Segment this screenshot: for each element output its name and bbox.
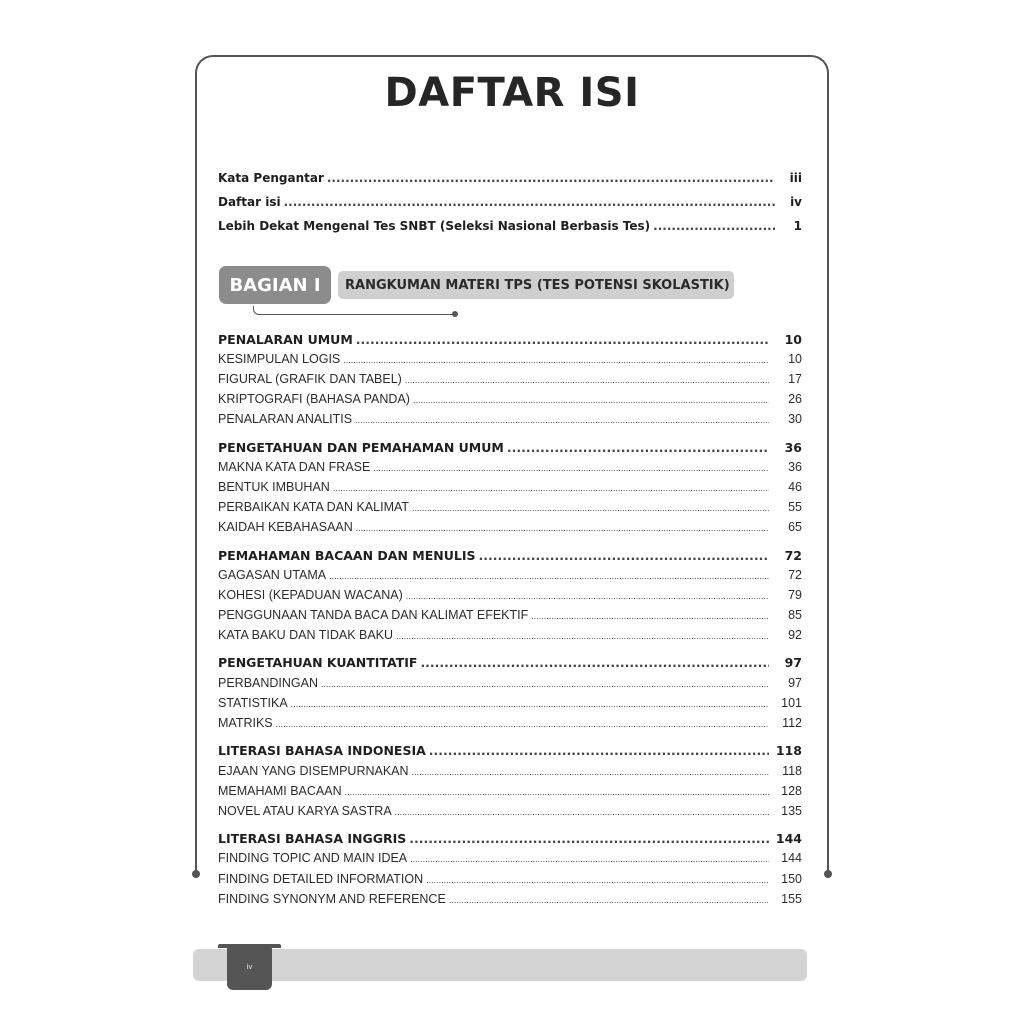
toc-subentry[interactable] bbox=[218, 696, 802, 716]
toc-subentry[interactable] bbox=[218, 676, 802, 696]
page-number: iv bbox=[246, 963, 253, 971]
toc-entry-label: PENGETAHUAN DAN PEMAHAMAN UMUM bbox=[218, 440, 504, 455]
toc-entry-page: 1 bbox=[793, 219, 802, 233]
toc-entry-page: 55 bbox=[788, 500, 802, 514]
toc-entry-page: 155 bbox=[781, 892, 802, 906]
toc-entry-label: MATRIKS bbox=[218, 716, 273, 730]
toc-entry-label: FINDING SYNONYM AND REFERENCE bbox=[218, 892, 446, 906]
toc-entry-label: PENGGUNAAN TANDA BACA DAN KALIMAT EFEKTIF bbox=[218, 608, 529, 622]
toc-entry-page: 112 bbox=[782, 716, 802, 730]
toc-section-heading[interactable] bbox=[218, 655, 802, 675]
dot-leader bbox=[405, 375, 769, 385]
toc-intro-row[interactable] bbox=[218, 171, 802, 191]
toc-section-heading[interactable] bbox=[218, 332, 802, 352]
toc-subentry[interactable] bbox=[218, 716, 802, 736]
bagian-title-banner: RANGKUMAN MATERI TPS (TES POTENSI SKOLASTIK) bbox=[338, 271, 734, 299]
toc-entry-page: 135 bbox=[781, 804, 802, 818]
dot-leader bbox=[276, 719, 769, 729]
dot-leader bbox=[410, 854, 769, 864]
toc-subentry[interactable] bbox=[218, 872, 802, 892]
dot-leader bbox=[653, 219, 775, 233]
dot-leader bbox=[449, 895, 769, 905]
toc-entry-label: KRIPTOGRAFI (BAHASA PANDA) bbox=[218, 392, 410, 406]
toc-entry-page: 72 bbox=[784, 548, 802, 563]
toc-entry-page: 79 bbox=[788, 588, 802, 602]
toc-entry-page: 72 bbox=[788, 568, 802, 582]
dot-leader bbox=[507, 440, 769, 455]
toc-entry-page: iii bbox=[789, 171, 802, 185]
toc-subentry[interactable] bbox=[218, 784, 802, 804]
toc-subentry[interactable] bbox=[218, 804, 802, 824]
dot-leader bbox=[284, 195, 775, 209]
toc-subentry[interactable] bbox=[218, 520, 802, 540]
toc-entry-label: FIGURAL (GRAFIK DAN TABEL) bbox=[218, 372, 402, 386]
toc-entry-page: iv bbox=[790, 195, 802, 209]
toc-entry-page: 92 bbox=[788, 628, 802, 642]
toc-entry-label: GAGASAN UTAMA bbox=[218, 568, 327, 582]
footer-bar bbox=[193, 949, 807, 981]
dot-leader bbox=[333, 483, 769, 493]
toc-subentry[interactable] bbox=[218, 588, 802, 608]
toc-entry-label: MAKNA KATA DAN FRASE bbox=[218, 460, 371, 474]
toc-entry-label: PEMAHAMAN BACAAN DAN MENULIS bbox=[218, 548, 476, 563]
frame-corner-dot-left bbox=[192, 870, 200, 878]
toc-entry-label: NOVEL ATAU KARYA SASTRA bbox=[218, 804, 392, 818]
toc-subentry[interactable] bbox=[218, 851, 802, 871]
toc-entry-page: 97 bbox=[784, 655, 802, 670]
toc-entry-page: 65 bbox=[788, 520, 802, 534]
dot-leader bbox=[345, 787, 769, 797]
dot-leader bbox=[412, 503, 769, 513]
toc-entry-page: 10 bbox=[784, 332, 802, 347]
frame-corner-dot-right bbox=[824, 870, 832, 878]
toc-intro-row[interactable] bbox=[218, 219, 802, 239]
toc-subentry[interactable] bbox=[218, 480, 802, 500]
dot-leader bbox=[420, 655, 769, 670]
toc-entry-page: 46 bbox=[788, 480, 802, 494]
toc-entry-label: EJAAN YANG DISEMPURNAKAN bbox=[218, 764, 409, 778]
toc-entry-label: LITERASI BAHASA INGGRIS bbox=[218, 831, 407, 846]
toc-subentry[interactable] bbox=[218, 412, 802, 432]
toc-entry-label: FINDING DETAILED INFORMATION bbox=[218, 872, 424, 886]
toc-entry-label: Lebih Dekat Mengenal Tes SNBT (Seleksi Nasional Berbasis Tes) bbox=[218, 219, 651, 233]
bagian-connector-dot bbox=[452, 311, 458, 317]
dot-leader bbox=[355, 415, 769, 425]
toc-entry-label: PERBANDINGAN bbox=[218, 676, 319, 690]
dot-leader bbox=[413, 395, 769, 405]
toc-subentry[interactable] bbox=[218, 764, 802, 784]
dot-leader bbox=[356, 523, 769, 533]
toc-entry-label: KATA BAKU DAN TIDAK BAKU bbox=[218, 628, 394, 642]
dot-leader bbox=[426, 875, 769, 885]
toc-entry-label: KAIDAH KEBAHASAAN bbox=[218, 520, 353, 534]
dot-leader bbox=[406, 591, 769, 601]
toc-entry-page: 118 bbox=[775, 743, 802, 758]
toc-subentry[interactable] bbox=[218, 352, 802, 372]
toc-section-heading[interactable] bbox=[218, 743, 802, 763]
toc-entry-page: 10 bbox=[788, 352, 802, 366]
toc-subentry[interactable] bbox=[218, 372, 802, 392]
toc-subentry[interactable] bbox=[218, 500, 802, 520]
toc-entry-label: PENGETAHUAN KUANTITATIF bbox=[218, 655, 418, 670]
toc-entry-label: FINDING TOPIC AND MAIN IDEA bbox=[218, 851, 408, 865]
toc-entry-page: 144 bbox=[775, 831, 802, 846]
toc-entry-page: 97 bbox=[788, 676, 802, 690]
dot-leader bbox=[356, 332, 769, 347]
toc-entry-page: 85 bbox=[788, 608, 802, 622]
toc-subentry[interactable] bbox=[218, 392, 802, 412]
dot-leader bbox=[478, 548, 769, 563]
dot-leader bbox=[409, 831, 769, 846]
page-title: DAFTAR ISI bbox=[384, 70, 640, 116]
toc-entry-page: 17 bbox=[788, 372, 802, 386]
bagian-connector-line bbox=[253, 306, 455, 315]
dot-leader bbox=[429, 743, 769, 758]
toc-subentry[interactable] bbox=[218, 568, 802, 588]
toc-entry-page: 30 bbox=[788, 412, 802, 426]
toc-subentry[interactable] bbox=[218, 608, 802, 628]
toc-entry-label: PENALARAN UMUM bbox=[218, 332, 353, 347]
toc-entry-page: 36 bbox=[788, 460, 802, 474]
toc-entry-page: 118 bbox=[782, 764, 802, 778]
dot-leader bbox=[291, 699, 769, 709]
toc-entry-label: PERBAIKAN KATA DAN KALIMAT bbox=[218, 500, 410, 514]
bagian-label-badge: BAGIAN I bbox=[219, 266, 331, 304]
toc-entry-label: BENTUK IMBUHAN bbox=[218, 480, 330, 494]
dot-leader bbox=[321, 679, 769, 689]
dot-leader bbox=[373, 463, 769, 473]
toc-entry-label: KESIMPULAN LOGIS bbox=[218, 352, 341, 366]
dot-leader bbox=[395, 807, 769, 817]
toc-entry-page: 36 bbox=[784, 440, 802, 455]
toc-entry-label: LITERASI BAHASA INDONESIA bbox=[218, 743, 426, 758]
dot-leader bbox=[531, 611, 769, 621]
toc-subentry[interactable] bbox=[218, 460, 802, 480]
dot-leader bbox=[327, 171, 775, 185]
dot-leader bbox=[412, 767, 769, 777]
toc-entry-label: Kata Pengantar bbox=[218, 171, 324, 185]
toc-entry-page: 26 bbox=[788, 392, 802, 406]
toc-entry-page: 150 bbox=[781, 872, 802, 886]
toc-entry-label: KOHESI (KEPADUAN WACANA) bbox=[218, 588, 403, 602]
toc-entry-page: 101 bbox=[781, 696, 802, 710]
toc-section-heading[interactable] bbox=[218, 831, 802, 851]
toc-entry-label: STATISTIKA bbox=[218, 696, 288, 710]
toc-entry-page: 128 bbox=[781, 784, 802, 798]
toc-entry-label: Daftar isi bbox=[218, 195, 281, 209]
dot-leader bbox=[343, 355, 769, 365]
page-number-tab bbox=[227, 944, 272, 990]
toc-entry-page: 144 bbox=[781, 851, 802, 865]
toc-section-heading[interactable] bbox=[218, 548, 802, 568]
toc-subentry[interactable] bbox=[218, 892, 802, 912]
dot-leader bbox=[396, 631, 769, 641]
toc-entry-label: MEMAHAMI BACAAN bbox=[218, 784, 342, 798]
toc-section-heading[interactable] bbox=[218, 440, 802, 460]
toc-entry-label: PENALARAN ANALITIS bbox=[218, 412, 353, 426]
toc-intro-row[interactable] bbox=[218, 195, 802, 215]
dot-leader bbox=[329, 571, 769, 581]
toc-subentry[interactable] bbox=[218, 628, 802, 648]
